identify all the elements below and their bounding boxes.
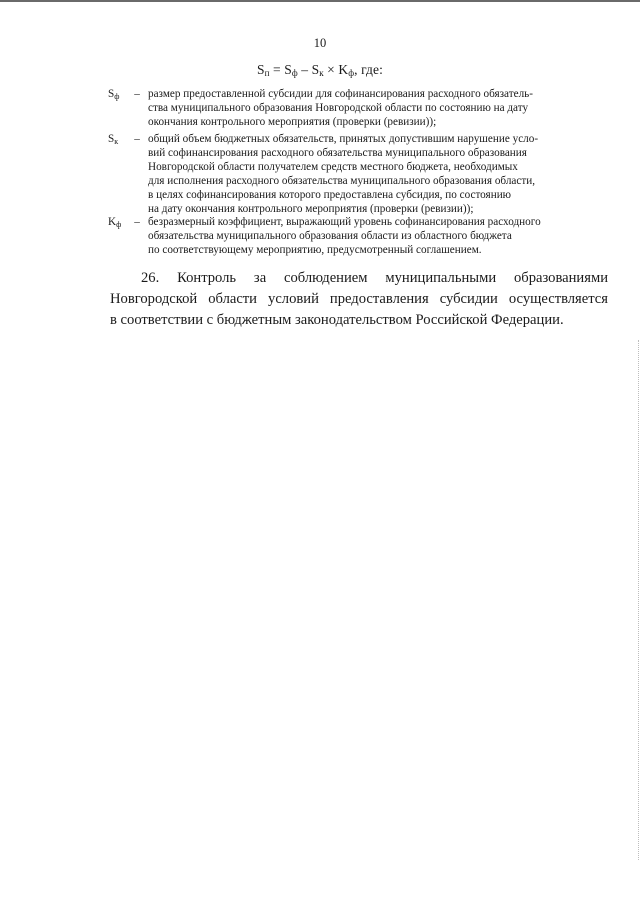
legend-symbol-letter: K [108, 216, 117, 228]
legend-dash: – [134, 88, 140, 100]
formula-term-kf: K [338, 62, 349, 77]
legend-line: окончания контрольного мероприятия (проверки (ревизии)); [148, 115, 437, 128]
page-number: 10 [313, 36, 327, 50]
formula-term-kf-sub: ф [348, 68, 355, 78]
formula-lhs: S [257, 62, 265, 77]
legend-symbol-sub: ф [114, 92, 120, 101]
scan-top-edge [0, 0, 640, 2]
legend-line: в целях софинансирования которого предоставлена субсидия, по состоянию [148, 188, 512, 201]
formula [0, 62, 640, 78]
legend-line: Новгородской области получателем средств местного бюджета, необходимых [148, 160, 518, 173]
legend-line: на дату окончания контрольного мероприятия (проверки (ревизии)); [148, 202, 474, 215]
legend-symbol-sub: к [114, 137, 119, 146]
legend-line: для исполнения расходного обязательства муниципального образования области, [148, 174, 536, 187]
legend-item-kf [108, 216, 608, 264]
legend-item-sk [108, 133, 608, 225]
formula-equals: = [269, 62, 285, 77]
paragraph-26 [110, 268, 608, 331]
legend-line: по соответствующему мероприятию, предусмотренный соглашением. [148, 243, 482, 256]
legend-description [148, 216, 606, 258]
paragraph-line: 26. Контроль за соблюдением муниципальными образованиями [141, 270, 608, 286]
formula-minus: – [297, 62, 312, 77]
formula-lhs-sub: п [264, 68, 270, 78]
legend-description [148, 133, 606, 216]
paragraph-line: Новгородской области условий предоставления субсидии осуществляется [110, 291, 608, 307]
scan-edge-marks [636, 340, 639, 860]
formula-term-sf: S [284, 62, 292, 77]
legend-line: размер предоставленной субсидии для софинансирования расходного обязатель- [148, 88, 533, 100]
legend-symbol-letter: S [108, 88, 115, 100]
formula-tail: , где: [354, 62, 383, 77]
formula-term-sk: S [311, 62, 320, 77]
legend-dash: – [134, 133, 140, 145]
formula-times: × [323, 62, 339, 77]
paragraph-line: в соответствии с бюджетным законодательством Российской Федерации. [110, 312, 564, 328]
legend-dash: – [134, 216, 140, 228]
formula-term-sk-sub: к [319, 68, 324, 78]
legend-line: безразмерный коэффициент, выражающий уровень софинансирования расходного [148, 216, 541, 228]
legend-description [148, 88, 606, 130]
legend-symbol-letter: S [108, 133, 115, 145]
legend-symbol-sub: ф [116, 220, 122, 229]
legend-line: ства муниципального образования Новгородской области по состоянию на дату [148, 101, 529, 114]
legend-line: обязательства муниципального образования области из областного бюджета [148, 229, 512, 242]
legend-line: общий объем бюджетных обязательств, принятых допустившим нарушение усло- [148, 133, 539, 145]
legend-line: вий софинансирования расходного обязательства муниципального образования [148, 146, 527, 159]
formula-term-sf-sub: ф [291, 68, 298, 78]
